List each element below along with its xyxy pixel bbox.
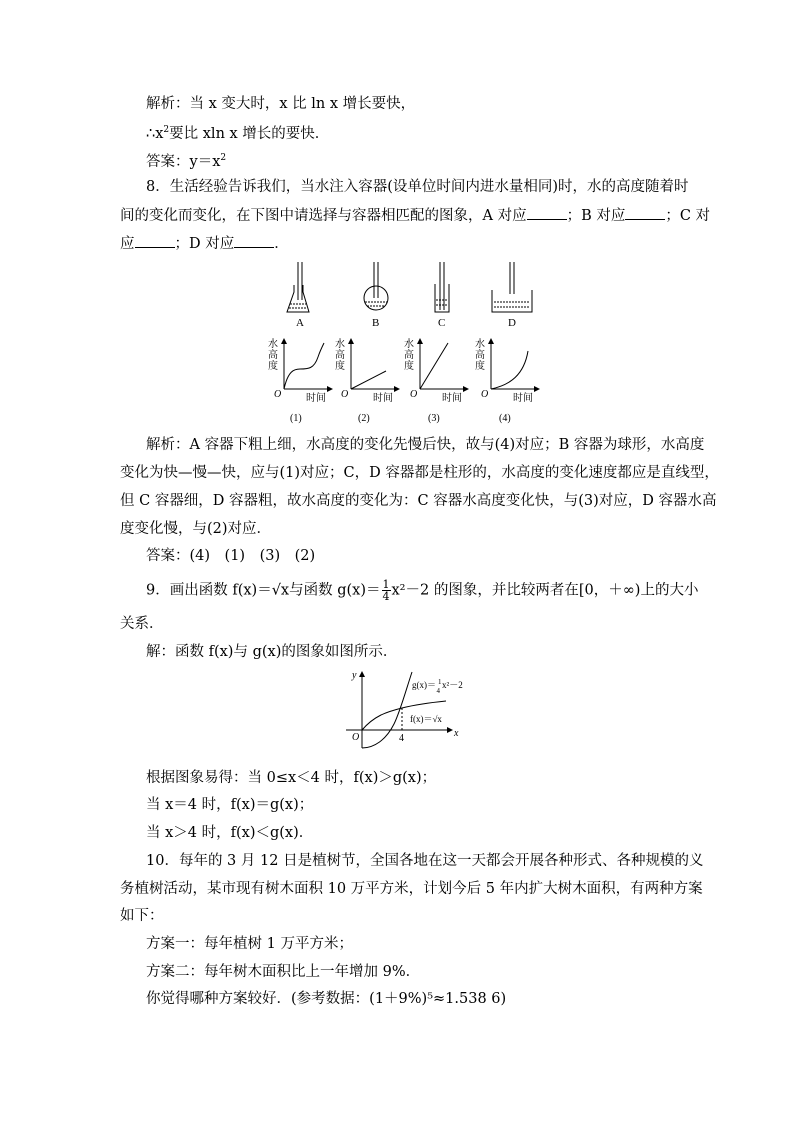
ylabel-4a: 水 xyxy=(475,339,485,350)
graph-2 xyxy=(351,339,399,389)
figure-9 xyxy=(340,668,480,752)
blank-b[interactable] xyxy=(625,205,665,220)
analysis-8-line-1: 解析：A 容器下粗上细，水高度的变化先慢后快，故与(4)对应；B 容器为球形，水高度 xyxy=(146,437,705,453)
xlabel-2: 时间 xyxy=(373,393,393,404)
solution-9: 解：函数 f(x)与 g(x)的图象如图所示． xyxy=(146,644,398,660)
origin-4: O xyxy=(481,389,489,400)
container-c xyxy=(435,262,449,312)
origin-1: O xyxy=(274,389,282,400)
answer-7: 答案：$y=x^2$ xyxy=(146,153,227,170)
ylabel-3b: 高 xyxy=(404,350,414,361)
question-9-line-1: 9．画出函数 f(x)＝√x与函数 g(x)＝ $\frac{1}{4}$ x²－2 的图象，并比较两者在[0，＋∞)上的大小 xyxy=(146,578,699,603)
container-b xyxy=(364,262,388,310)
container-d xyxy=(492,262,532,312)
question-9-line-2: 关系． xyxy=(120,616,164,632)
xlabel-4: 时间 xyxy=(513,393,533,404)
analysis-8-line-2: 变化为快—慢—快，应与(1)对应；C，D 容器都是柱形的，水高度的变化速度都应是直线型， xyxy=(120,465,719,481)
ylabel-2a: 水 xyxy=(335,339,345,350)
container-label-b: B xyxy=(372,317,380,329)
ylabel-4c: 度 xyxy=(475,361,485,372)
blank-c[interactable] xyxy=(135,233,175,248)
result-line-2: 当 x＝4 时，f(x)＝g(x)； xyxy=(146,797,314,813)
graph-label-1: (1) xyxy=(290,413,302,424)
ylabel-4b: 高 xyxy=(475,350,485,361)
f-label: f(x)＝√x xyxy=(410,714,442,724)
answer-8: 答案：(4) (1) (3) (2) xyxy=(146,548,316,564)
xlabel-3: 时间 xyxy=(442,393,462,404)
blank-a[interactable] xyxy=(527,205,567,220)
ylabel-1b: 高 xyxy=(268,350,278,361)
origin-3: O xyxy=(410,389,418,400)
tick-4: 4 xyxy=(399,733,404,744)
question-10-line-1: 10．每年的 3 月 12 日是植树节，全国各地在这一天都会开展各种形式、各种规模的义 xyxy=(146,853,704,869)
container-label-a: A xyxy=(296,317,304,329)
question-10-line-2: 务植树活动，某市现有树木面积 10 万平方米，计划今后 5 年内扩大树木面积，有两种方案 xyxy=(120,881,703,897)
x-label: x xyxy=(454,728,459,739)
origin-label: O xyxy=(352,732,360,743)
plan-2: 方案二：每年树木面积比上一年增加 9%． xyxy=(146,964,421,980)
container-label-c: C xyxy=(438,317,446,329)
analysis-8-line-3: 但 C 容器细，D 容器粗，故水高度的变化为：C 容器水高度变化快，与(3)对应，D 容器水高 xyxy=(120,493,717,509)
fraction-one-quarter: $\frac{1}{4}$ xyxy=(382,578,390,603)
origin-2: O xyxy=(341,389,349,400)
question-10-prompt: 你觉得哪种方案较好．(参考数据：(1＋9%)⁵≈1.538 6) xyxy=(146,991,507,1007)
question-10-line-3: 如下： xyxy=(120,908,164,924)
g-label: g(x)＝ $^1$ 4x²－2 xyxy=(412,678,463,695)
ylabel-3a: 水 xyxy=(404,339,414,350)
result-line-1: 根据图象易得：当 0≤x＜4 时，f(x)＞g(x)； xyxy=(146,770,437,786)
analysis-line-1: 解析：当 x 变大时，x 比 ln x 增长要快， xyxy=(146,96,416,112)
graph-3 xyxy=(420,339,468,389)
xlabel-1: 时间 xyxy=(306,393,326,404)
ylabel-1a: 水 xyxy=(268,339,278,350)
graph-label-3: (3) xyxy=(428,413,440,424)
container-label-d: D xyxy=(508,317,516,329)
question-8-line-2: 间的变化而变化，在下图中请选择与容器相匹配的图象，A 对应 ；B 对应 ；C 对 xyxy=(120,205,680,226)
ylabel-1c: 度 xyxy=(268,361,278,372)
analysis-8-line-4: 度变化慢，与(2)对应． xyxy=(120,521,272,537)
curve-g xyxy=(362,672,412,748)
graph-label-4: (4) xyxy=(499,413,511,424)
figure-8-graphs xyxy=(262,335,542,427)
ylabel-2c: 度 xyxy=(335,361,345,372)
graph-4 xyxy=(491,339,539,389)
question-8-line-3: 应 ；D 对应 ． xyxy=(120,233,680,254)
result-line-3: 当 x＞4 时，f(x)＜g(x)． xyxy=(146,825,314,841)
analysis-line-2: $\therefore x^2$要比 xln x 增长的要快． xyxy=(146,125,330,142)
graph-1 xyxy=(284,339,332,389)
ylabel-3c: 度 xyxy=(404,361,414,372)
question-8-line-1: 8．生活经验告诉我们，当水注入容器(设单位时间内进水量相同)时，水的高度随着时 xyxy=(146,179,689,195)
graph-label-2: (2) xyxy=(358,413,370,424)
blank-d[interactable] xyxy=(234,233,274,248)
ylabel-2b: 高 xyxy=(335,350,345,361)
plan-1: 方案一：每年植树 1 万平方米； xyxy=(146,936,353,952)
y-label: y xyxy=(352,670,357,681)
container-a xyxy=(287,262,309,312)
